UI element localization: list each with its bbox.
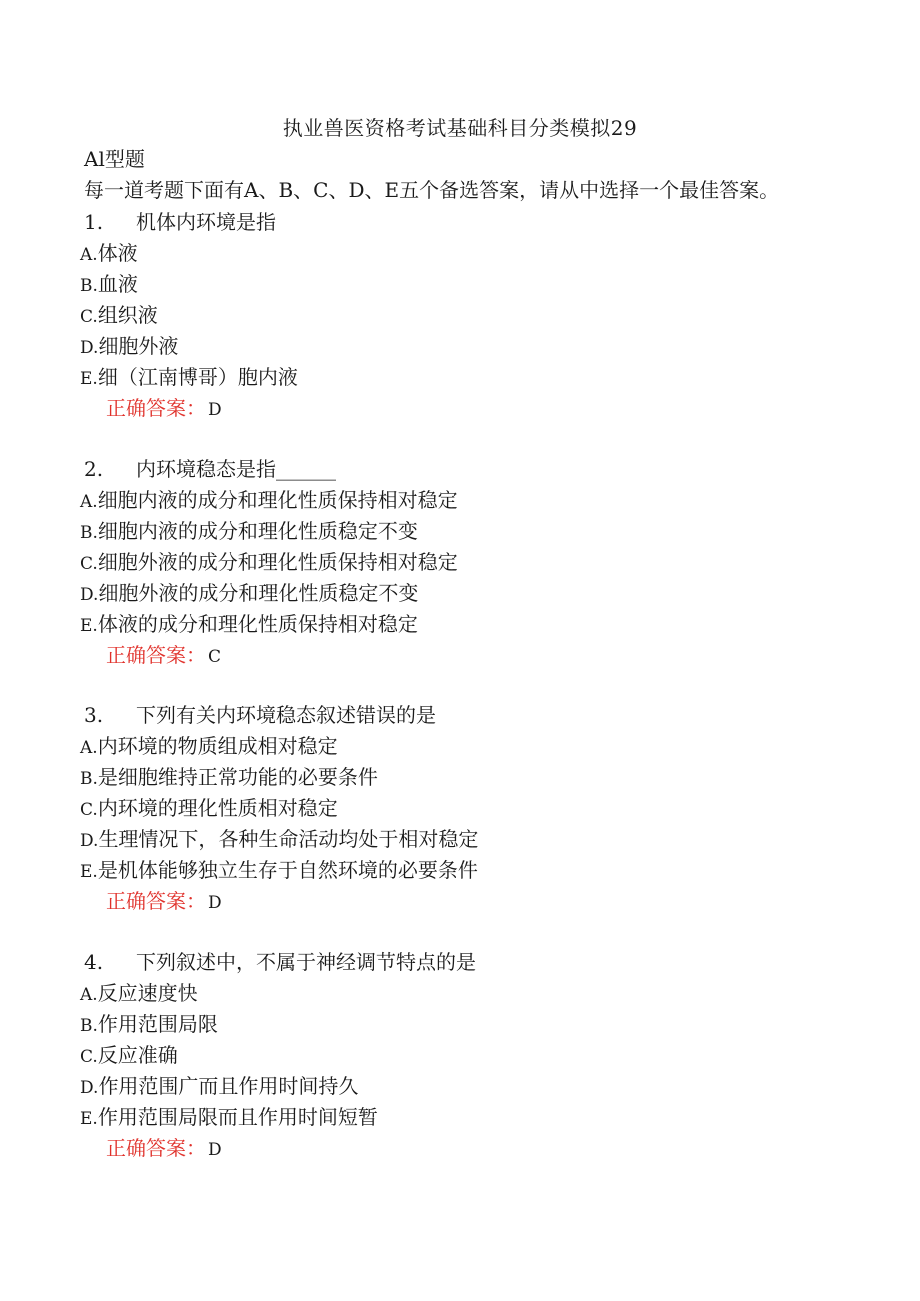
option-letter: E. xyxy=(80,862,98,882)
option-letter: D. xyxy=(80,585,99,605)
option-d xyxy=(80,578,860,609)
question-number: 3. xyxy=(84,703,104,727)
option-c xyxy=(80,793,860,824)
option-b xyxy=(80,516,860,547)
answer-value: C xyxy=(208,647,222,667)
option-letter: C. xyxy=(80,554,98,574)
option-letter: E. xyxy=(80,369,98,389)
option-b xyxy=(80,1009,860,1040)
correct-answer xyxy=(80,393,860,424)
question-number: 2. xyxy=(84,457,104,481)
option-letter: B. xyxy=(80,276,98,296)
question-stem xyxy=(80,454,860,485)
option-a xyxy=(80,731,860,762)
option-text: 生理情况下，各种生命活动均处于相对稳定 xyxy=(98,827,479,851)
option-text: 内环境的理化性质相对稳定 xyxy=(97,796,338,820)
question-2 xyxy=(80,454,860,671)
section-title: Al型题 xyxy=(84,147,145,171)
option-b xyxy=(80,269,860,300)
option-text: 组织液 xyxy=(97,303,158,327)
option-d xyxy=(80,331,860,362)
question-text: 机体内环境是指 xyxy=(136,210,276,234)
option-d xyxy=(80,1071,860,1102)
option-text: 作用范围局限而且作用时间短暂 xyxy=(97,1105,378,1129)
option-letter: A. xyxy=(80,245,98,265)
option-text: 细胞外液的成分和理化性质稳定不变 xyxy=(98,581,419,605)
option-text: 是细胞维持正常功能的必要条件 xyxy=(97,765,378,789)
option-text: 作用范围广而且作用时间持久 xyxy=(98,1074,359,1098)
question-stem xyxy=(80,947,860,978)
option-a xyxy=(80,238,860,269)
document-title: 执业兽医资格考试基础科目分类模拟29 xyxy=(282,116,638,140)
answer-label: 正确答案： xyxy=(106,396,206,420)
option-letter: A. xyxy=(80,738,98,758)
option-text: 细胞外液的成分和理化性质保持相对稳定 xyxy=(97,550,458,574)
option-text: 反应速度快 xyxy=(97,981,198,1005)
option-text: 血液 xyxy=(97,272,138,296)
option-text: 细胞内液的成分和理化性质保持相对稳定 xyxy=(97,488,458,512)
option-text: 细（江南博哥）胞内液 xyxy=(97,365,298,389)
option-letter: A. xyxy=(80,492,98,512)
answer-label: 正确答案： xyxy=(106,1136,206,1160)
option-text: 细胞外液 xyxy=(98,334,179,358)
option-e xyxy=(80,609,860,640)
option-letter: C. xyxy=(80,307,98,327)
question-text: 下列叙述中，不属于神经调节特点的是 xyxy=(136,950,476,974)
answer-value: D xyxy=(208,1140,222,1160)
answer-value: D xyxy=(208,893,222,913)
option-c xyxy=(80,547,860,578)
question-number: 4. xyxy=(84,950,104,974)
option-b xyxy=(80,762,860,793)
option-text: 体液的成分和理化性质保持相对稳定 xyxy=(97,612,418,636)
option-letter: D. xyxy=(80,831,99,851)
option-letter: B. xyxy=(80,523,98,543)
option-e xyxy=(80,362,860,393)
option-letter: B. xyxy=(80,1016,98,1036)
question-1 xyxy=(80,207,860,424)
question-stem xyxy=(80,207,860,238)
option-d xyxy=(80,824,860,855)
answer-value: D xyxy=(208,400,222,420)
option-letter: D. xyxy=(80,1078,99,1098)
question-3 xyxy=(80,700,860,917)
question-text: 下列有关内环境稳态叙述错误的是 xyxy=(136,703,436,727)
option-a xyxy=(80,978,860,1009)
option-letter: C. xyxy=(80,800,98,820)
option-a xyxy=(80,485,860,516)
question-stem xyxy=(80,700,860,731)
option-c xyxy=(80,300,860,331)
option-e xyxy=(80,855,860,886)
correct-answer xyxy=(80,886,860,917)
option-letter: B. xyxy=(80,769,98,789)
option-text: 内环境的物质组成相对稳定 xyxy=(97,734,338,758)
correct-answer xyxy=(80,640,860,671)
option-e xyxy=(80,1102,860,1133)
option-text: 反应准确 xyxy=(97,1043,178,1067)
option-text: 作用范围局限 xyxy=(97,1012,218,1036)
question-text: 内环境稳态是指______ xyxy=(136,457,336,481)
option-letter: E. xyxy=(80,616,98,636)
option-text: 细胞内液的成分和理化性质稳定不变 xyxy=(97,519,418,543)
answer-label: 正确答案： xyxy=(106,643,206,667)
option-letter: C. xyxy=(80,1047,98,1067)
option-letter: E. xyxy=(80,1109,98,1129)
answer-label: 正确答案： xyxy=(106,889,206,913)
option-text: 是机体能够独立生存于自然环境的必要条件 xyxy=(97,858,478,882)
question-number: 1. xyxy=(84,210,104,234)
question-4 xyxy=(80,947,860,1164)
correct-answer xyxy=(80,1133,860,1164)
option-c xyxy=(80,1040,860,1071)
option-text: 体液 xyxy=(97,241,138,265)
instructions: 每一道考题下面有A、B、C、D、E五个备选答案，请从中选择一个最佳答案。 xyxy=(84,178,780,202)
option-letter: A. xyxy=(80,985,98,1005)
option-letter: D. xyxy=(80,338,99,358)
